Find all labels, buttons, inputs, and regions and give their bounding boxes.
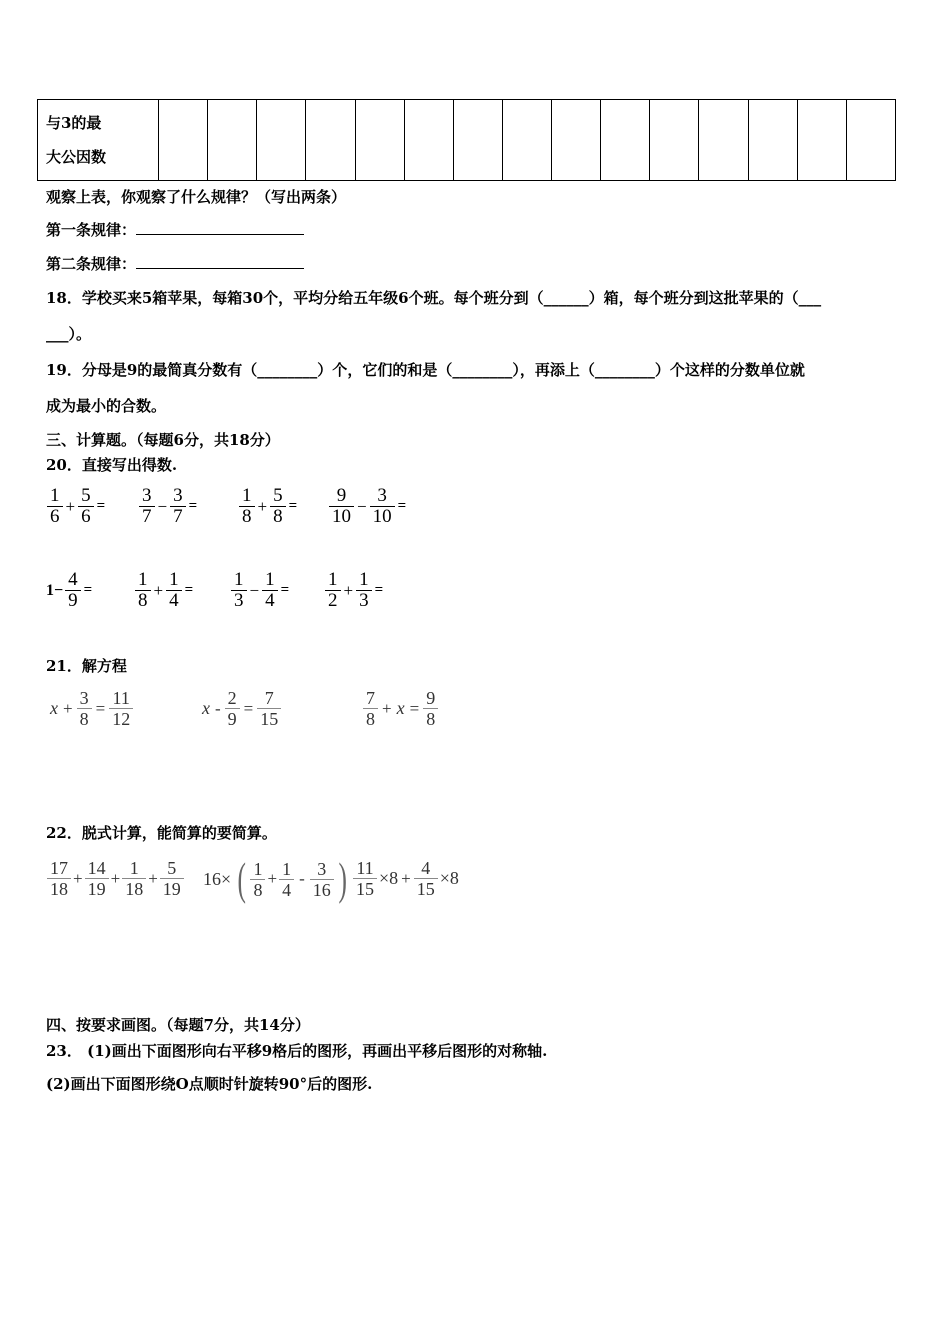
fraction: $\frac{7}{15}$ [257,688,281,729]
equals: = [288,498,298,514]
q20-expr-4 [328,486,406,527]
fraction: $\frac{9}{10}$ [329,486,354,527]
fraction: $\frac{5}{19}$ [160,858,184,899]
answer-cell[interactable] [306,100,355,181]
row-label [38,100,159,181]
answer-cell[interactable] [453,100,502,181]
operator: − [157,496,168,516]
equals: = [184,582,194,598]
answer-cell[interactable] [159,100,208,181]
rule2-label: 第二条规律： [46,255,137,273]
fraction: $\frac{11}{12}$ [109,688,133,729]
fraction: $\frac{7}{8}$ [363,688,378,729]
fraction: $\frac{1}{8}$ [135,570,151,611]
equals: = [374,582,384,598]
fraction: $\frac{1}{3}$ [356,570,372,611]
fraction: $\frac{17}{18}$ [47,858,71,899]
rule1-label: 第一条规律： [46,221,137,239]
operator: - [215,698,221,718]
answer-cell[interactable] [748,100,797,181]
operator: + [382,698,392,718]
fraction: $\frac{5}{8}$ [270,486,286,527]
q20-expr-7 [230,570,289,611]
answer-cell[interactable] [650,100,699,181]
answer-cell[interactable] [502,100,551,181]
row-label-line2: 大公因数 [46,148,107,166]
fraction: $\frac{5}{6}$ [78,486,94,527]
lead-term: 16× [203,868,232,889]
fraction: $\frac{4}{9}$ [65,570,81,611]
fraction: $\frac{1}{4}$ [262,570,278,611]
operator: + [267,869,278,888]
fraction: $\frac{11}{15}$ [353,858,377,899]
fraction: $\frac{1}{4}$ [279,859,294,900]
right-paren: ) [338,853,347,904]
multiply-term: ×8 [439,868,459,888]
left-paren: ( [237,853,247,904]
equals: = [243,698,254,718]
rule1-line [46,219,304,240]
operator: + [148,868,158,888]
q19-line1: 19．分母是9的最简真分数有（________）个，它们的和是（________），再添上（________）个这样的分数单位就 [46,361,805,379]
answer-cell[interactable] [797,100,846,181]
operator: + [401,868,411,888]
fraction: $\frac{2}{9}$ [225,688,240,729]
fraction: $\frac{3}{10}$ [370,486,395,527]
fraction: $\frac{3}{7}$ [139,486,155,527]
operator: + [110,868,121,888]
equals: = [95,698,106,718]
q21-equation-2 [200,688,282,729]
operator: - [299,869,305,888]
fraction: $\frac{3}{8}$ [77,688,92,729]
operator: + [153,580,164,600]
section4-title: 四、按要求画图。（每题7分，共14分） [46,1016,310,1034]
q20-expr-6 [134,570,193,611]
q21-title: 21．解方程 [46,657,127,675]
rule2-blank[interactable] [136,267,304,269]
fraction: $\frac{1}{18}$ [122,858,146,899]
answer-cell[interactable] [846,100,895,181]
answer-cell[interactable] [552,100,601,181]
operator: − [357,496,367,516]
equals: = [397,498,407,514]
equals: = [409,698,420,718]
variable-x: x [50,698,58,718]
operator: + [257,496,268,516]
q22-expr-2 [200,853,350,904]
fraction: $\frac{1}{3}$ [231,570,247,611]
rule2-line [46,253,304,274]
operator: − [249,580,260,600]
answer-cell[interactable] [257,100,306,181]
answer-cell[interactable] [699,100,748,181]
q21-equation-3 [362,688,439,729]
fraction: $\frac{14}{19}$ [85,858,109,899]
q20-title: 20．直接写出得数. [46,456,178,474]
variable-x: x [396,698,405,718]
operator: + [63,698,73,718]
fraction: $\frac{1}{8}$ [250,859,265,900]
rule1-blank[interactable] [136,233,304,235]
fraction: $\frac{9}{8}$ [423,688,438,729]
table-row [38,100,896,181]
factor-table [37,99,896,181]
q21-equation-1 [48,688,134,729]
row-label-line1: 与3的最 [46,114,102,132]
operator: + [65,496,76,516]
section3-title: 三、计算题。（每题6分，共18分） [46,431,280,449]
answer-cell[interactable] [355,100,404,181]
equals: = [96,498,106,514]
fraction: $\frac{1}{4}$ [166,570,182,611]
q22-expr-1 [46,858,185,899]
q20-expr-1 [46,486,105,527]
operator: + [343,580,354,600]
answer-cell[interactable] [404,100,453,181]
answer-cell[interactable] [601,100,650,181]
q22-expr-3 [352,858,460,899]
fraction: $\frac{4}{15}$ [414,858,438,899]
fraction: $\frac{1}{2}$ [325,570,341,611]
q20-expr-3 [238,486,297,527]
q18-line2: ___）。 [46,325,92,343]
q18-line1: 18．学校买来5箱苹果，每箱30个，平均分给五年级6个班。每个班分到（______）箱，每个班分到这批苹果的（___ [46,289,822,307]
multiply-term: ×8 [379,868,399,888]
lead-term: 1− [46,581,64,599]
q22-title: 22．脱式计算，能简算的要简算。 [46,824,277,842]
fraction: $\frac{3}{7}$ [170,486,186,527]
observe-prompt: 观察上表，你观察了什么规律？（写出两条） [46,188,347,206]
equals: = [188,498,198,514]
q19-line2: 成为最小的合数。 [46,397,167,415]
equals: = [83,582,93,598]
q23-line1: 23． (1)画出下面图形向右平移9格后的图形，再画出平移后图形的对称轴. [46,1042,548,1060]
q20-expr-5 [46,570,92,611]
fraction: $\frac{1}{6}$ [47,486,63,527]
fraction: $\frac{1}{8}$ [239,486,255,527]
q23-line2: (2)画出下面图形绕O点顺时针旋转90°后的图形. [46,1075,373,1093]
equals: = [280,582,290,598]
variable-x: x [202,698,210,718]
answer-cell[interactable] [208,100,257,181]
q20-expr-2 [138,486,197,527]
q20-expr-8 [324,570,383,611]
operator: + [73,868,83,888]
fraction: $\frac{3}{16}$ [310,859,334,900]
